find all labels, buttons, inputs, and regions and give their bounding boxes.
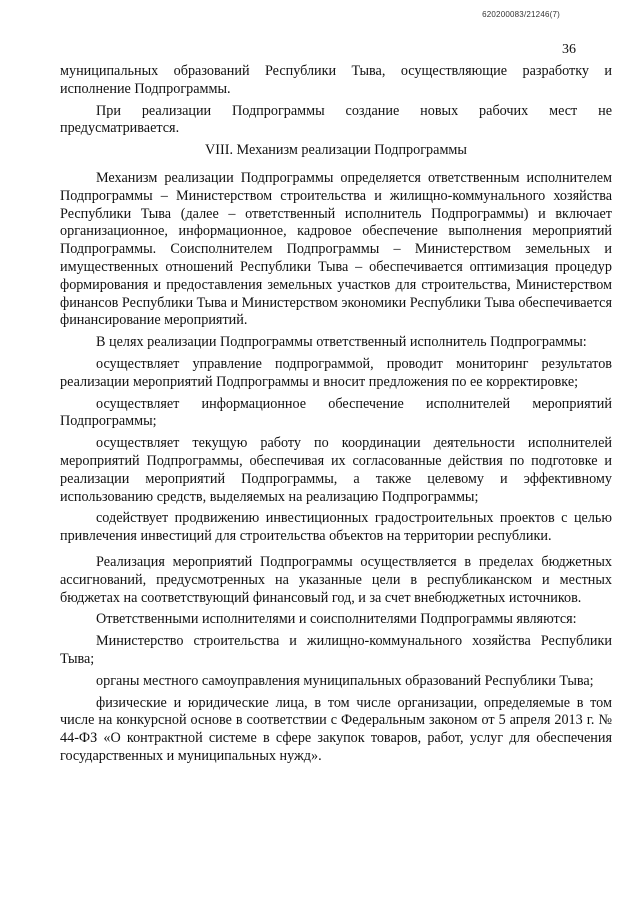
paragraph-executors-intro: Ответственными исполнителями и соисполнителями Подпрограммы являются: — [96, 611, 577, 628]
list-item-coordination: осуществляет текущую работу по координации деятельности исполнителей мероприятий Подпрограммы, обеспечивая их согласованные действия по подготовке и реализации мероприятий Подпрограммы, а также целевому и эффективному использованию средств, выделяемых на реализацию Подпрограммы; — [60, 435, 612, 505]
paragraph-jobs: При реализации Подпрограммы создание новых рабочих мест не предусматривается. — [60, 102, 612, 137]
list-item-legal-entities: физические и юридические лица, в том числе организации, определяемые в том числе на конкурсной основе в соответствии с Федеральным законом от 5 апреля 2013 г. № 44-ФЗ «О контрактной системе в сфере закупок товаров, работ, услуг для обеспечения государственных и муниципальных нужд». — [60, 694, 612, 764]
list-item-information: осуществляет информационное обеспечение исполнителей мероприятий Подпрограммы; — [60, 395, 612, 430]
page-number: 36 — [562, 42, 576, 57]
list-item-ministry: Министерство строительства и жилищно-коммунального хозяйства Республики Тыва; — [60, 633, 612, 667]
document-code: 620200083/21246(7) — [482, 10, 560, 19]
list-item-management: осуществляет управление подпрограммой, проводит мониторинг результатов реализации мероприятий Подпрограммы и вносит предложения по ее корректировке; — [60, 355, 612, 390]
paragraph-mechanism: Механизм реализации Подпрограммы определяется ответственным исполнителем Подпрограммы – Министерством строительства и жилищно-коммунального хозяйства Республики Тыва (далее – ответственный исполнитель Подпрограммы) и включает организационное, информационное, кадровое обеспечение выполнения мероприятий Подпрограммы. Соисполнителем Подпрограммы – Министерством земельных и имущественных отношений Республики Тыва – обеспечивается оптимизация процедур формирования и предоставления земельных участков для строительства, Министерством финансов Республики Тыва и Министерством экономики Республики Тыва обеспечивается финансирование мероприятий. — [60, 169, 612, 329]
paragraph-financing: Реализация мероприятий Подпрограммы осуществляется в пределах бюджетных ассигнований, предусмотренных на указанные цели в республиканском и местных бюджетах на соответствующий финансовый год, и за счет внебюджетных источников. — [60, 553, 612, 606]
document-body — [60, 63, 612, 770]
list-item-investment: содействует продвижению инвестиционных градостроительных проектов с целью привлечения инвестиций для строительства объектов на территории республики. — [60, 510, 612, 545]
paragraph-continuation: муниципальных образований Республики Тыва, осуществляющие разработку и исполнение Подпрограммы. — [60, 63, 612, 97]
section-title: VIII. Механизм реализации Подпрограммы — [205, 142, 467, 159]
paragraph-executor-intro: В целях реализации Подпрограммы ответственный исполнитель Подпрограммы: — [96, 334, 587, 351]
list-item-local-government: органы местного самоуправления муниципальных образований Республики Тыва; — [96, 672, 594, 689]
